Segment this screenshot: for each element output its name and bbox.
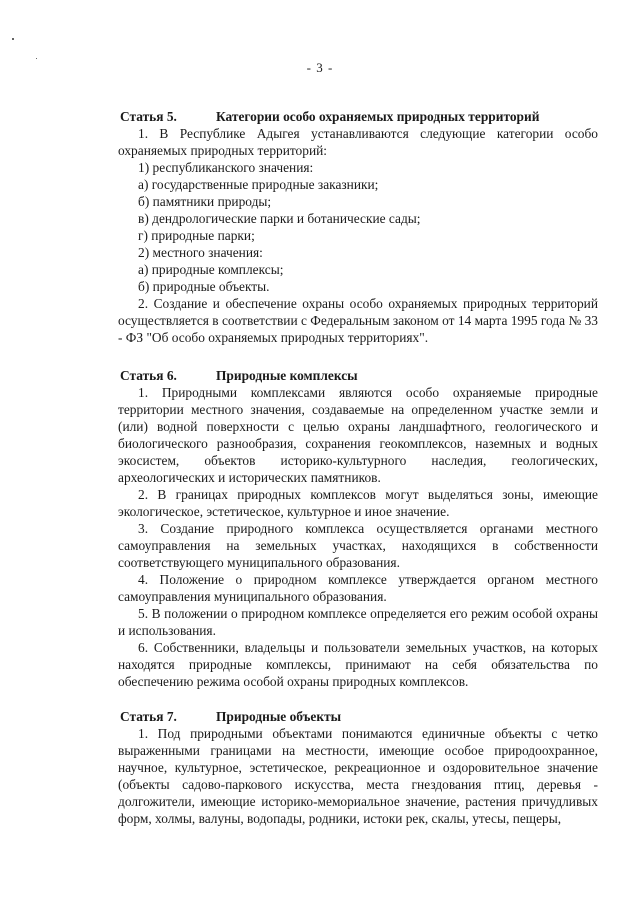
article-6-paragraph: 4. Положение о природном комплексе утверждается органом местного самоуправления муниципального образования. [118,572,598,604]
document-body [118,108,598,827]
article-7-title: Природные объекты [216,709,342,724]
list-item: б) памятники природы; [138,194,272,209]
page-number: - 3 - [306,60,334,75]
list-item: а) государственные природные заказники; [138,177,379,192]
scan-speck [12,38,14,40]
spacer [118,690,598,708]
article-6-paragraph: 1. Природными комплексами являются особо охраняемые природные территории местного значения, создаваемые на определенном участке земли и (или) водной поверхности с целью охраны ландшафтного, геологического и биологического разнообразия, сохранения геокомплексов, наземных и водных экосистем, объектов историко-культурного наследия, геологических, археологических и исторических памятников. [118,385,598,485]
list-item: а) природные комплексы; [138,262,284,277]
list-item: г) природные парки; [138,228,255,243]
article-6-paragraph: 3. Создание природного комплекса осуществляется органами местного самоуправления на земельных участках, находящихся в собственности соответствующего муниципального образования. [118,521,598,570]
list-item: в) дендрологические парки и ботанические сады; [138,211,421,226]
article-7-paragraph: 1. Под природными объектами понимаются единичные объекты с четко выраженными границами на местности, имеющие особое природоохранное, научное, культурное, эстетическое, рекреационное и оздоровительное значение (объекты садово-паркового искусства, места гнездования птиц, деревья - долгожители, имеющие историко-мемориальное значение, растения причудливых форм, холмы, валуны, водопады, родники, истоки рек, скалы, утесы, пещеры, [118,726,598,826]
list-item: 2) местного значения: [138,245,263,260]
list-item: 1) республиканского значения: [138,160,314,175]
article-6-paragraph: 6. Собственники, владельцы и пользователи земельных участков, на которых находятся природные комплексы, принимают на себя обязательства по обеспечению режима особой охраны природных комплексов. [118,640,598,689]
article-5-heading [118,108,598,125]
article-5-paragraph-2: 2. Создание и обеспечение охраны особо охраняемых природных территорий осуществляется в соответствии с Федеральным законом от 14 марта 1995 года № 33 - ФЗ "Об особо охраняемых природных территориях". [118,296,598,345]
article-5-title: Категории особо охраняемых природных территорий [216,109,540,124]
article-6-paragraph: 2. В границах природных комплексов могут выделяться зоны, имеющие экологическое, эстетическое, культурное и иное значение. [118,487,598,519]
spacer [118,346,598,367]
article-5-label: Статья 5. [120,109,177,124]
article-6-paragraph: 5. В положении о природном комплексе определяется его режим особой охраны и использования. [118,606,598,638]
article-6-title: Природные комплексы [216,368,358,383]
article-7-label: Статья 7. [120,709,177,724]
article-7-heading [118,708,598,725]
article-6-heading [118,367,598,384]
list-item: б) природные объекты. [138,279,270,294]
scan-speck [36,58,37,59]
article-6-label: Статья 6. [120,368,177,383]
article-5-intro: 1. В Республике Адыгея устанавливаются следующие категории особо охраняемых природных территорий: [118,126,598,158]
